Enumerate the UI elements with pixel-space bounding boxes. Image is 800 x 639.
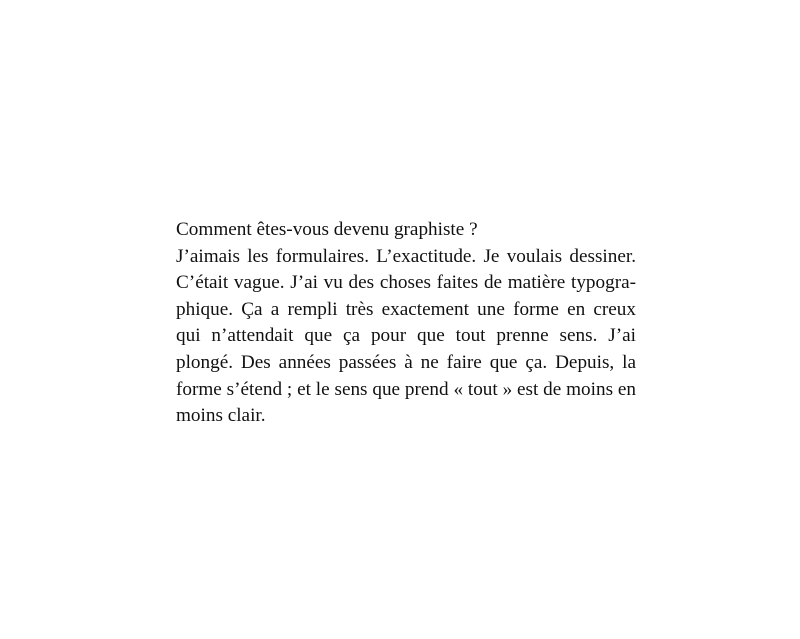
answer-line-2: C’était vague. J’ai vu des choses faites de matière typogra- — [176, 272, 636, 294]
interview-question: Comment êtes-vous devenu graphiste ? — [176, 219, 478, 240]
answer-line-5: plongé. Des années passées à ne faire que ça. Depuis, la — [176, 351, 636, 373]
interview-text-block — [176, 217, 636, 430]
answer-line-7: moins clair. — [176, 405, 266, 427]
answer-line-3: phique. Ça a rempli très exactement une forme en creux — [176, 298, 636, 320]
answer-line-6: forme s’étend ; et le sens que prend « tout » est de moins en — [176, 378, 636, 400]
answer-line-1: J’aimais les formulaires. L’exactitude. Je voulais dessiner. — [176, 245, 636, 267]
answer-line-4: qui n’attendait que ça pour que tout prenne sens. J’ai — [176, 325, 636, 347]
